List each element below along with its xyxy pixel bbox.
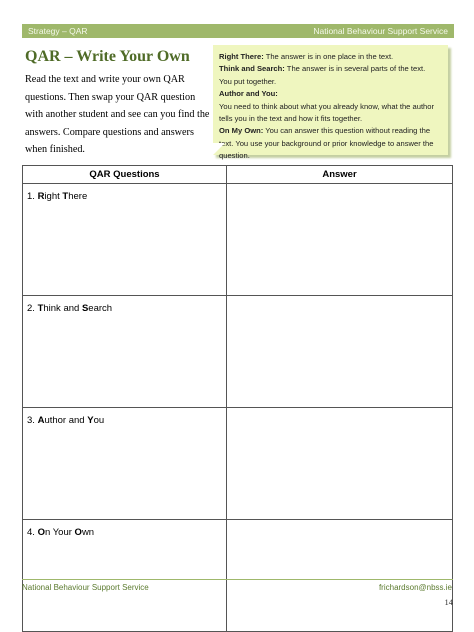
note-think-search-term: Think and Search: [219, 64, 285, 74]
note-think-search [219, 63, 440, 88]
table-row [23, 408, 453, 520]
note-author-you-term: Author and You: [219, 89, 278, 99]
note-right-there-term: Right There: [219, 52, 264, 61]
question-cell[interactable]: 4. On Your Own [23, 520, 227, 632]
header-bar [22, 24, 454, 38]
table-row [23, 520, 453, 632]
note-right-there [219, 51, 440, 63]
note-on-my-own-term: On My Own: [219, 126, 264, 136]
header-organisation: National Behaviour Support Service [313, 26, 448, 36]
note-think-search-text: The answer is in several parts of the text. You put together. [219, 64, 426, 86]
question-cell[interactable]: 2. Think and Search [23, 296, 227, 408]
answer-cell[interactable] [227, 296, 453, 408]
question-cell[interactable]: 3. Author and You [23, 408, 227, 520]
table-row [23, 296, 453, 408]
answer-cell[interactable] [227, 184, 453, 296]
answer-cell[interactable] [227, 520, 453, 632]
answer-cell[interactable] [227, 408, 453, 520]
question-cell[interactable]: 1. Right There [23, 184, 227, 296]
note-right-there-text: The answer is in one place in the text. [263, 52, 394, 61]
table-row [23, 184, 453, 296]
footer-organisation: National Behaviour Support Service [22, 583, 149, 592]
instructions-text: Read the text and write your own QAR questions. Then swap your QAR question with another student and see can you find the answers. Compare questions and answers when finished. [25, 74, 210, 156]
page-number: 14 [444, 597, 453, 607]
qar-table [22, 165, 453, 632]
column-header-answer: Answer [227, 166, 453, 184]
qar-definitions-note [213, 45, 448, 161]
note-folded-corner [213, 143, 225, 155]
note-on-my-own-text: You can answer this question without reading the text. You use your background or prior knowledge to answer the question. [219, 126, 434, 161]
note-author-you-text: You need to think about what you already know, what the author tells you in the text and how it fits together. [219, 101, 435, 124]
table-header-row [23, 166, 453, 184]
footer-divider [22, 579, 453, 580]
column-header-questions: QAR Questions [23, 166, 227, 184]
footer-email: frichardson@nbss.ie [378, 583, 452, 592]
page-title: QAR – Write Your Own [25, 48, 190, 65]
note-on-my-own [219, 125, 440, 162]
header-strategy: Strategy – QAR [28, 26, 88, 36]
